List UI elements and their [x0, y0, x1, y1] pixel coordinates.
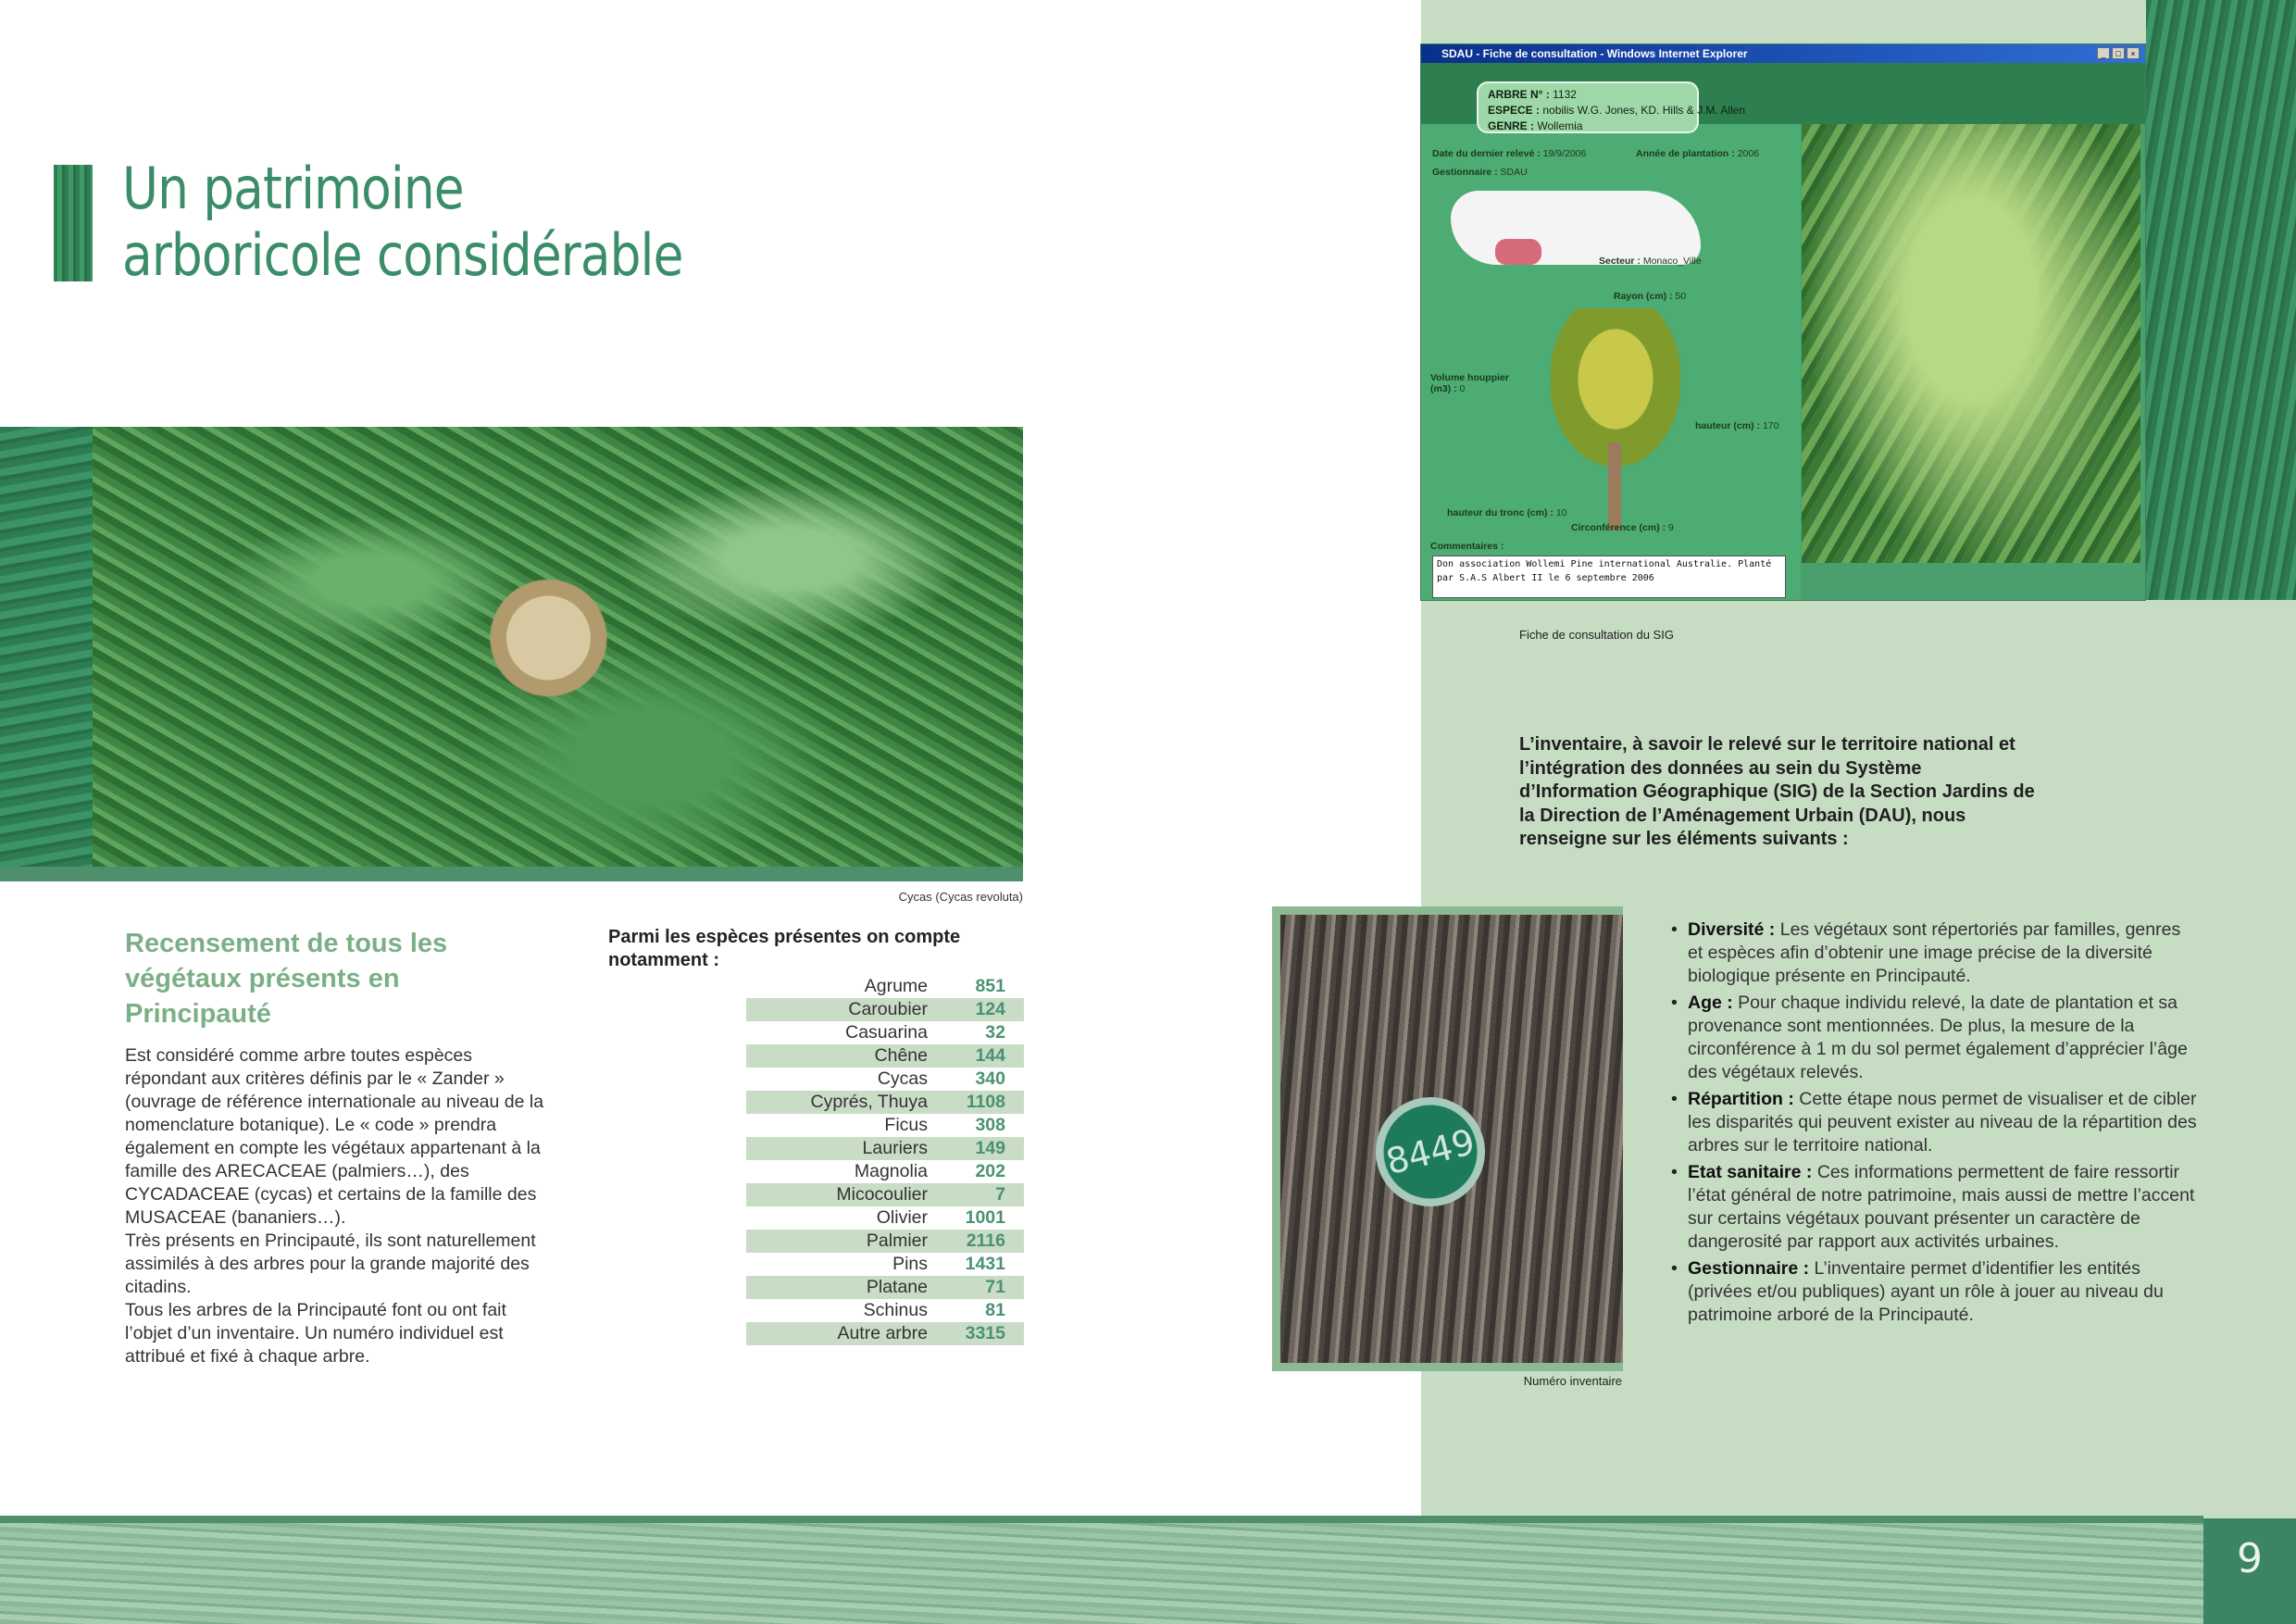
table-row — [746, 1299, 1024, 1322]
list-item — [1671, 1161, 2199, 1254]
photo-strip — [0, 867, 1023, 881]
species-count: 144 — [975, 1045, 1005, 1066]
list-item — [1671, 918, 2199, 988]
gestionnaire-field: Gestionnaire : SDAU — [1432, 167, 1528, 178]
window-controls — [2097, 47, 2140, 59]
species-name: Schinus — [863, 1300, 928, 1320]
list-item — [1671, 992, 2199, 1084]
species-name: Chêne — [874, 1045, 928, 1066]
rayon-field: Rayon (cm) : 50 — [1614, 291, 1687, 302]
cycas-caption: Cycas (Cycas revoluta) — [898, 890, 1023, 904]
genre-label: GENRE : — [1488, 119, 1535, 132]
species-count: 3315 — [965, 1323, 1005, 1343]
species-count: 1431 — [965, 1254, 1005, 1274]
sector-highlight — [1495, 239, 1541, 265]
species-name: Caroubier — [848, 999, 928, 1019]
annee-field: Année de plantation : 2006 — [1636, 148, 1760, 159]
sig-window — [1421, 44, 2145, 600]
species-name: Micocoulier — [836, 1184, 928, 1205]
tree-id-card — [1477, 81, 1746, 133]
tree-trunk — [1608, 443, 1621, 531]
bullet-text: Les végétaux sont répertoriés par familles, genres et espèces afin d’obtenir une image précise de la diversité biologique présente en Principauté. — [1688, 919, 2181, 986]
secteur-field: Secteur : Monaco_Ville — [1599, 256, 1702, 267]
bullet-term: Répartition : — [1688, 1089, 1794, 1109]
table-row — [746, 975, 1024, 998]
species-count: 149 — [975, 1138, 1005, 1158]
bullet-term: Etat sanitaire : — [1688, 1162, 1813, 1182]
title-line-1: Un patrimoine — [122, 155, 464, 222]
species-count: 1108 — [966, 1092, 1005, 1112]
cycas-photo — [93, 427, 1023, 867]
bullet-text: Cette étape nous permet de visualiser et de cibler les disparités qui peuvent exister au niveau de la répartition des arbres sur le territoire national. — [1688, 1089, 2197, 1156]
wood-texture-left — [0, 427, 93, 867]
section-subhead: Recensement de tous les végétaux présents en Principauté — [125, 929, 448, 1029]
species-count: 308 — [975, 1115, 1005, 1135]
espece-label: ESPECE : — [1488, 104, 1541, 117]
footer-line — [0, 1516, 2203, 1523]
bullet-term: Gestionnaire : — [1688, 1258, 1810, 1279]
species-name: Lauriers — [862, 1138, 928, 1158]
inventory-bullets — [1671, 918, 2199, 1330]
body-text — [125, 1044, 551, 1368]
comments-label: Commentaires : — [1430, 541, 1504, 552]
species-count: 81 — [985, 1300, 1005, 1320]
wollemia-photo — [1802, 124, 2140, 563]
species-name: Olivier — [876, 1207, 928, 1228]
paragraph: Est considéré comme arbre toutes espèces répondant aux critères définis par le « Zander » (ouvrage de référence internationale au niveau de la nomenclature botanique). Le « code » prendra également en compte les végétaux appartenant à la famille des ARECACEAE (palmiers…), des CYCADACEAE (cycas) et certains de la famille des MUSACEAE (bananiers…). — [125, 1045, 544, 1228]
inventory-intro: L’inventaire, à savoir le relevé sur le territoire national et l’intégration des données au sein du Système d’Information Géographique (SIG) de la Section Jardins de la Direction de l’Aménagement Urbain (DAU), nous renseigne sur les éléments suivants : — [1519, 734, 2035, 849]
species-table — [746, 975, 1024, 1345]
tronc-field: hauteur du tronc (cm) : 10 — [1447, 507, 1567, 518]
species-count: 7 — [995, 1184, 1005, 1205]
species-heading: Parmi les espèces présentes on compte notamment : — [608, 927, 961, 970]
species-name: Agrume — [864, 976, 928, 996]
wood-texture-right — [2146, 0, 2296, 600]
table-row — [746, 1206, 1024, 1230]
table-row — [746, 1160, 1024, 1183]
bullet-term: Age : — [1688, 993, 1733, 1013]
comments-textarea[interactable]: Don association Wollemi Pine international Australie. Planté par S.A.S Albert II le 6 septembre 2006 — [1432, 556, 1786, 598]
arbre-value: 1132 — [1553, 88, 1577, 101]
date-field: Date du dernier relevé : 19/9/2006 — [1432, 148, 1587, 159]
species-count: 851 — [975, 976, 1005, 996]
close-button[interactable]: × — [2127, 47, 2140, 59]
circonference-field: Circonférence (cm) : 9 — [1571, 522, 1674, 533]
table-row — [746, 998, 1024, 1021]
arbre-label: ARBRE N° : — [1488, 88, 1550, 101]
species-name: Platane — [866, 1277, 928, 1297]
table-row — [746, 1114, 1024, 1137]
species-count: 71 — [985, 1277, 1005, 1297]
bullet-term: Diversité : — [1688, 919, 1776, 940]
window-titlebar: SDAU - Fiche de consultation - Windows Internet Explorer — [1421, 44, 2145, 63]
species-name: Casuarina — [845, 1022, 928, 1043]
inventory-tag: 8449 — [1364, 1085, 1496, 1218]
species-name: Cycas — [877, 1068, 928, 1089]
species-name: Pins — [892, 1254, 928, 1274]
table-row — [746, 1137, 1024, 1160]
table-row — [746, 1322, 1024, 1345]
species-name: Palmier — [866, 1230, 928, 1251]
species-name: Magnolia — [854, 1161, 928, 1181]
page-number: 9 — [2237, 1535, 2263, 1582]
species-count: 1001 — [965, 1207, 1005, 1228]
table-row — [746, 1068, 1024, 1091]
footer-wood-texture — [0, 1523, 2203, 1624]
espece-value: nobilis W.G. Jones, KD. Hills & J.M. Allen — [1542, 104, 1746, 117]
hauteur-field: hauteur (cm) : 170 — [1695, 420, 1779, 431]
table-row — [746, 1021, 1024, 1044]
bullet-text: Ces informations permettent de faire ressortir l’état général de notre patrimoine, mais aussi de mettre l’accent sur certains végétaux pouvant présenter un caractère de dangerosité par rapport aux activités urbaines. — [1688, 1162, 2195, 1252]
species-name: Ficus — [884, 1115, 928, 1135]
species-count: 32 — [985, 1022, 1005, 1043]
species-count: 202 — [975, 1161, 1005, 1181]
tag-caption: Numéro inventaire — [1523, 1374, 1622, 1388]
species-name: Autre arbre — [837, 1323, 928, 1343]
bullet-text: Pour chaque individu relevé, la date de plantation et sa provenance sont mentionnées. De plus, la mesure de la circonférence à 1 m du sol permet également d’apprécier l’âge des végétaux relevés. — [1688, 993, 2188, 1082]
table-row — [746, 1044, 1024, 1068]
paragraph: Tous les arbres de la Principauté font ou ont fait l’objet d’un inventaire. Un numéro individuel est attribué et fixé à chaque arbre. — [125, 1300, 506, 1367]
bullet-text: L’inventaire permet d’identifier les entités (privées et/ou publiques) ayant un rôle à jouer au niveau du patrimoine arboré de la Principauté. — [1688, 1258, 2164, 1325]
sig-caption: Fiche de consultation du SIG — [1519, 628, 1674, 642]
territory-map — [1451, 191, 1701, 265]
species-name: Cyprés, Thuya — [810, 1092, 928, 1112]
maximize-button[interactable]: □ — [2112, 47, 2125, 59]
list-item — [1671, 1088, 2199, 1157]
list-item — [1671, 1257, 2199, 1327]
minimize-button[interactable]: _ — [2097, 47, 2110, 59]
title-accent-bar — [54, 165, 93, 281]
table-row — [746, 1253, 1024, 1276]
species-count: 2116 — [966, 1230, 1005, 1251]
table-row — [746, 1183, 1024, 1206]
table-row — [746, 1276, 1024, 1299]
page-title — [122, 156, 728, 289]
table-row — [746, 1230, 1024, 1253]
title-line-2: arboricole considérable — [122, 221, 683, 289]
volume-field: Volume houppier (m3) : 0 — [1430, 372, 1509, 394]
species-count: 340 — [975, 1068, 1005, 1089]
species-count: 124 — [975, 999, 1005, 1019]
paragraph: Très présents en Principauté, ils sont naturellement assimilés à des arbres pour la grande majorité des citadins. — [125, 1230, 536, 1297]
genre-value: Wollemia — [1537, 119, 1583, 132]
table-row — [746, 1091, 1024, 1114]
